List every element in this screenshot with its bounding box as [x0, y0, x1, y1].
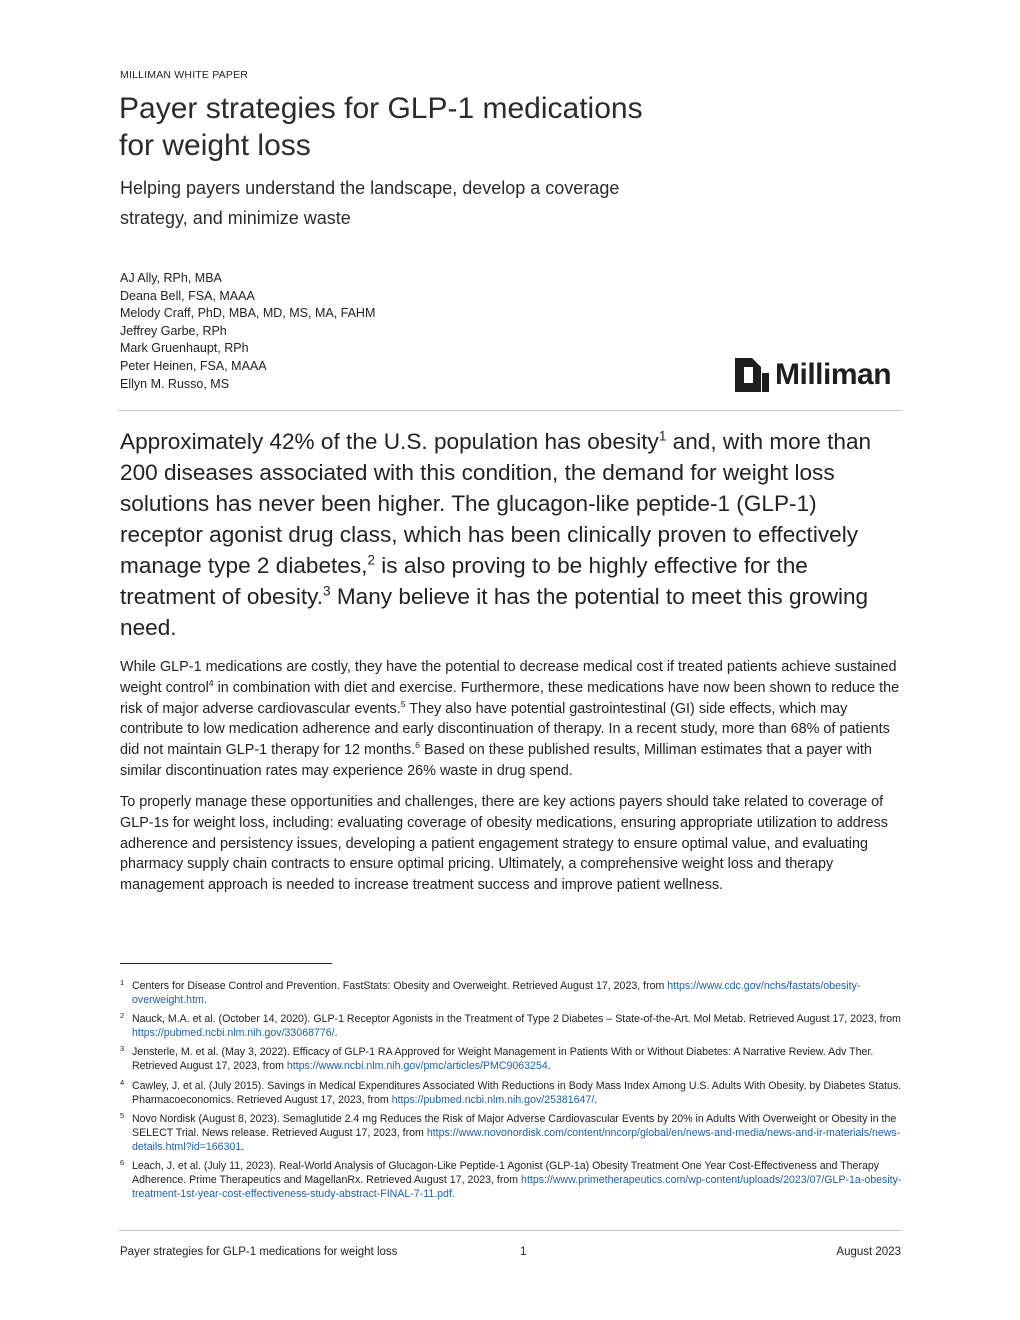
- footnote: [120, 1159, 905, 1201]
- footnote-text: Cawley, J. et al. (July 2015). Savings in Medical Expenditures Associated With Reductions in Body Mass Index Among U.S. Adults With Obesity, by Diabetes Status. Pharmacoeconomics. Retrieved August 17, 2023, from: [132, 1079, 902, 1106]
- footnote-text: Nauck, M.A. et al. (October 14, 2020). GLP-1 Receptor Agonists in the Treatment of Type 2 Diabetes – State-of-the-Art. Mol Metab. Retrieved August 17, 2023, from: [132, 1013, 901, 1026]
- body-text: Based on these published results, Milliman estimates that a payer with similar discontinuation rates may experience 26% waste in drug spend.: [120, 742, 872, 779]
- footnote-text: Jensterle, M. et al. (May 3, 2022). Efficacy of GLP-1 RA Approved for Weight Management in Patients With or Without Diabetes: A Narrative Review. Adv Ther. Retrieved August 17, 2023, from: [132, 1046, 874, 1073]
- footnote-divider: [120, 963, 332, 964]
- body-text: in combination with diet and exercise. Furthermore, these medications have now been shown to reduce the risk of major adverse cardiovascular events.: [120, 679, 900, 717]
- body-paragraph: [120, 657, 905, 782]
- footnote-link[interactable]: https://www.ncbi.nlm.nih.gov/pmc/articles/PMC9063254: [286, 1060, 548, 1073]
- footer-title: Payer strategies for GLP-1 medications for weight loss: [120, 1246, 398, 1258]
- lead-text: and, with more than 200 diseases associated with this condition, the demand for weight loss solutions has never been higher. The glucagon-like peptide-1 (GLP-1) receptor agonist drug class, which has been clinically proven to effectively manage type 2 diabetes,: [120, 429, 872, 578]
- author-name: Mark Gruenhaupt, RPh: [120, 341, 249, 356]
- footnote-ref[interactable]: 1: [658, 428, 667, 444]
- author-list: [120, 270, 375, 393]
- footnote-ref[interactable]: 2: [367, 552, 375, 568]
- author-name: Ellyn M. Russo, MS: [120, 376, 230, 391]
- header-divider: [118, 410, 902, 411]
- author-name: Peter Heinen, FSA, MAAA: [120, 358, 267, 373]
- author-name: Melody Craff, PhD, MBA, MD, MS, MA, FAHM: [120, 306, 376, 321]
- footnote-ref[interactable]: 4: [208, 678, 214, 688]
- footnote-text: Novo Nordisk (August 8, 2023). Semaglutide 2.4 mg Reduces the Risk of Major Adverse Cardiovascular Events by 20% in Adults With Overweight or Obesity in the SELECT Trial. News release. Retrieved August 17, 2023, from: [132, 1112, 897, 1139]
- footnote-list: [120, 979, 905, 1206]
- lead-text: is also proving to be highly effective for the treatment of obesity.: [120, 553, 808, 609]
- footnote-number: 1: [120, 978, 125, 987]
- footnote-link[interactable]: https://pubmed.ncbi.nlm.nih.gov/33068776/: [132, 1027, 335, 1040]
- body-text: They also have potential gastrointestinal (GI) side effects, which may contribute to low medication adherence and early discontinuation of therapy. In a recent study, more than 68% of patients did not maintain GLP-1 therapy for 12 months.: [120, 700, 890, 759]
- footnote-end: .: [203, 994, 207, 1007]
- footnote-end: .: [241, 1140, 245, 1153]
- footnote-link[interactable]: https://pubmed.ncbi.nlm.nih.gov/25381647/: [391, 1093, 595, 1106]
- footnote-link[interactable]: https://www.novonordisk.com/content/nncorp/global/en/news-and-media/news-and-ir-materials/news-details.html?id=166301: [132, 1126, 901, 1153]
- footnote-link[interactable]: https://www.primetherapeutics.com/wp-content/uploads/2023/07/GLP-1a-obesity-treatment-1st-year-cost-effectiveness-study-abstract-FINAL-7-11.pdf: [132, 1174, 902, 1201]
- footer-date: August 2023: [836, 1246, 901, 1258]
- footnote: [120, 1012, 905, 1040]
- footnote-link[interactable]: https://www.cdc.gov/nchs/fastats/obesity-overweight.htm: [132, 980, 861, 1007]
- body-paragraph: To properly manage these opportunities and challenges, there are key actions payers should take related to coverage of GLP-1s for weight loss, including: evaluating coverage of obesity medications, ensuring appropriate utilization to address adherence and persistency issues, developing a patient engagement strategy to ensure optimal value, and evaluating pharmacy supply chain contracts to ensure optimal pricing. Ultimately, a comprehensive weight loss and therapy management approach is needed to increase treatment success and improve patient wellness.: [120, 794, 888, 894]
- footnote-ref[interactable]: 6: [415, 740, 420, 751]
- footnote-end: .: [451, 1188, 455, 1201]
- footnote: [120, 1079, 905, 1107]
- footnote-number: 5: [120, 1110, 125, 1120]
- lead-paragraph: [120, 426, 890, 643]
- author-name: Deana Bell, FSA, MAAA: [120, 288, 255, 303]
- lead-text: Many believe it has the potential to meet this growing need.: [120, 584, 869, 640]
- milliman-logo: [735, 358, 891, 392]
- footnote-number: 6: [120, 1158, 125, 1168]
- footnote-ref[interactable]: 3: [323, 583, 331, 599]
- footnote: [120, 1112, 905, 1154]
- footnote-text: Centers for Disease Control and Prevention. FastStats: Obesity and Overweight. Retrieved August 17, 2023, from: [132, 980, 668, 992]
- body-text: While GLP-1 medications are costly, they have the potential to decrease medical cost if treated patients achieve sustained weight control: [120, 659, 897, 696]
- page-number: 1: [520, 1246, 527, 1258]
- footnote-end: .: [594, 1093, 598, 1106]
- footnote-text: Leach, J. et al. (July 11, 2023). Real-World Analysis of Glucagon-Like Peptide-1 Agonist (GLP-1a) Obesity Treatment One Year Cost-Effectiveness and Therapy Adherence. Prime Therapeutics and MagellanRx. Retrieved August 17, 2023, from: [132, 1160, 880, 1187]
- footnote-number: 3: [120, 1044, 125, 1054]
- footnote-number: 4: [120, 1077, 125, 1087]
- footnote-number: 2: [120, 1011, 125, 1021]
- page-subtitle: Helping payers understand the landscape, develop a coverage strategy, and minimize waste: [120, 178, 620, 228]
- logo-wordmark: Milliman: [775, 358, 892, 391]
- milliman-logo-icon: [735, 358, 769, 392]
- author-name: Jeffrey Garbe, RPh: [120, 323, 227, 338]
- footnote: [120, 1045, 905, 1073]
- footnote-end: .: [547, 1060, 551, 1073]
- document-kicker: MILLIMAN WHITE PAPER: [120, 69, 249, 81]
- lead-text: Approximately 42% of the U.S. population has obesity: [120, 429, 659, 454]
- footnote: [120, 979, 905, 1007]
- footer-divider: [118, 1230, 902, 1231]
- footnote-end: .: [334, 1027, 338, 1040]
- author-name: AJ Ally, RPh, MBA: [120, 271, 222, 285]
- footnote-ref[interactable]: 5: [400, 698, 406, 709]
- page-title: Payer strategies for GLP-1 medications for weight loss: [119, 92, 643, 162]
